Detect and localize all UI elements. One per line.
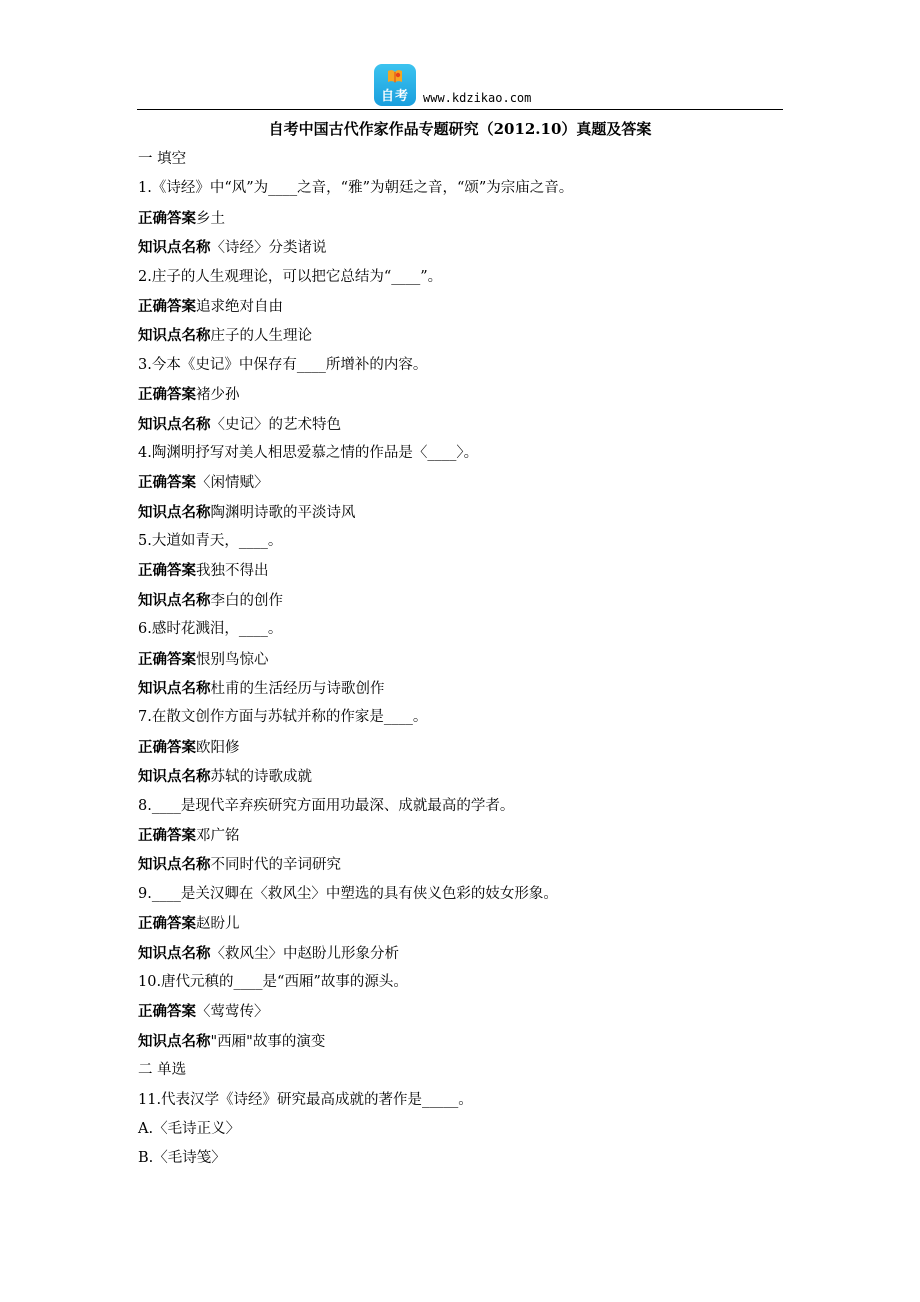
answer-label: 正确答案	[138, 209, 196, 227]
question-text: 7.在散文创作方面与苏轼并称的作家是____。	[138, 709, 428, 726]
header-divider	[137, 109, 783, 110]
knowledge-label: 知识点名称	[138, 944, 211, 962]
answer-value: 我独不得出	[196, 563, 269, 580]
answer-line	[138, 733, 788, 762]
answer-label: 正确答案	[138, 386, 196, 404]
zikao-logo	[374, 64, 416, 106]
logo-text: 自考	[380, 89, 409, 104]
answer-label: 正确答案	[138, 297, 196, 315]
knowledge-line	[138, 939, 788, 968]
knowledge-label: 知识点名称	[138, 591, 211, 609]
page-header	[0, 0, 920, 112]
knowledge-value: 杜甫的生活经历与诗歌创作	[210, 681, 385, 698]
answer-value: 恨别鸟惊心	[196, 651, 269, 668]
answer-line	[138, 909, 788, 938]
question-text: 1.《诗经》中“风”为____之音，“雅”为朝廷之音，“颂”为宗庙之音。	[138, 180, 574, 197]
question-text: 4.陶渊明抒写对美人相思爱慕之情的作品是〈____〉。	[138, 444, 479, 461]
knowledge-line	[138, 410, 788, 439]
document-title: 自考中国古代作家作品专题研究（2012.10）真题及答案	[268, 120, 652, 138]
answer-value: 〈闲情赋〉	[196, 475, 269, 492]
answer-value: 追求绝对自由	[196, 298, 283, 315]
answer-value: 邓广铭	[196, 827, 240, 844]
knowledge-label: 知识点名称	[138, 415, 211, 433]
answer-label: 正确答案	[138, 1003, 196, 1021]
question-text: 8.____是现代辛弃疾研究方面用功最深、成就最高的学者。	[138, 797, 515, 814]
answer-value: 〈莺莺传〉	[196, 1004, 269, 1021]
question-text: 2.庄子的人生观理论，可以把它总结为“____”。	[138, 268, 443, 285]
answer-label: 正确答案	[138, 474, 196, 492]
knowledge-value: 〈救风尘〉中赵盼儿形象分析	[210, 945, 399, 962]
answer-line	[138, 645, 788, 674]
knowledge-label: 知识点名称	[138, 239, 211, 257]
site-url[interactable]: www.kdzikao.com	[423, 91, 532, 105]
knowledge-line	[138, 586, 788, 615]
book-icon	[387, 69, 403, 83]
knowledge-value: 〈史记〉的艺术特色	[210, 416, 341, 433]
answer-line	[138, 468, 788, 497]
answer-label: 正确答案	[138, 915, 196, 933]
knowledge-label: 知识点名称	[138, 503, 211, 521]
answer-label: 正确答案	[138, 650, 196, 668]
answer-label: 正确答案	[138, 826, 196, 844]
answer-value: 赵盼儿	[196, 916, 240, 933]
knowledge-label: 知识点名称	[138, 856, 211, 874]
answer-line	[138, 292, 788, 321]
knowledge-value: 苏轼的诗歌成就	[210, 769, 312, 786]
question-text: 6.感时花溅泪，____。	[138, 621, 283, 638]
question-text: 3.今本《史记》中保存有____所增补的内容。	[138, 356, 428, 373]
knowledge-line	[138, 850, 788, 879]
knowledge-line	[138, 762, 788, 791]
answer-value: 欧阳修	[196, 739, 240, 756]
question-text: 5.大道如青天，____。	[138, 533, 283, 550]
knowledge-line	[138, 1027, 788, 1056]
answer-line	[138, 821, 788, 850]
exam-content	[138, 145, 788, 1174]
question-text: 11.代表汉学《诗经》研究最高成就的著作是_____。	[138, 1091, 473, 1108]
section-heading: 二 单选	[138, 1062, 187, 1079]
option-b: B.〈毛诗笺〉	[138, 1150, 226, 1167]
knowledge-line	[138, 321, 788, 350]
knowledge-value: 庄子的人生理论	[210, 328, 312, 345]
answer-line	[138, 380, 788, 409]
answer-line	[138, 556, 788, 585]
knowledge-line	[138, 674, 788, 703]
knowledge-line	[138, 233, 788, 262]
knowledge-label: 知识点名称	[138, 1032, 211, 1050]
answer-label: 正确答案	[138, 562, 196, 580]
knowledge-label: 知识点名称	[138, 327, 211, 345]
knowledge-value: 陶渊明诗歌的平淡诗风	[210, 504, 356, 521]
knowledge-value: 李白的创作	[210, 592, 283, 609]
knowledge-value: 不同时代的辛词研究	[210, 857, 341, 874]
knowledge-label: 知识点名称	[138, 680, 211, 698]
knowledge-value: 〈诗经〉分类诸说	[210, 240, 327, 257]
knowledge-line	[138, 498, 788, 527]
question-text: 10.唐代元稹的____是“西厢”故事的源头。	[138, 973, 408, 990]
option-a: A.〈毛诗正义〉	[138, 1120, 241, 1137]
answer-line	[138, 997, 788, 1026]
answer-line	[138, 204, 788, 233]
answer-value: 乡土	[196, 210, 225, 227]
answer-value: 褚少孙	[196, 387, 240, 404]
section-heading: 一 填空	[138, 151, 187, 167]
knowledge-value: "西厢"故事的演变	[210, 1033, 326, 1050]
knowledge-label: 知识点名称	[138, 768, 211, 786]
question-text: 9.____是关汉卿在〈救风尘〉中塑选的具有侠义色彩的妓女形象。	[138, 885, 558, 902]
answer-label: 正确答案	[138, 738, 196, 756]
